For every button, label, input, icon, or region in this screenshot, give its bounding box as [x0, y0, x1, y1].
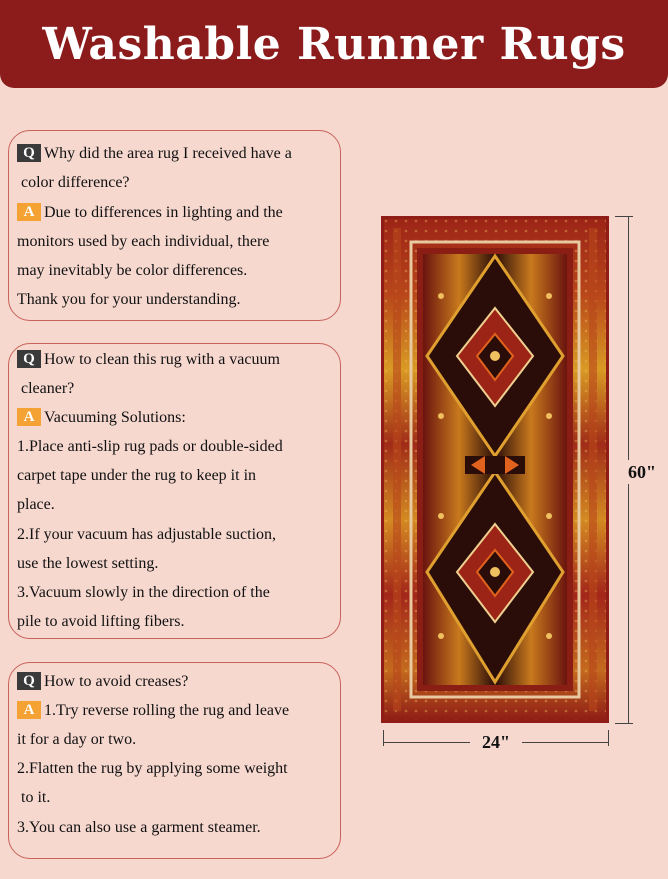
question-tag: Q: [17, 672, 41, 690]
answer-text: Due to differences in lighting and the: [44, 204, 283, 221]
width-dimension-cap-right: [608, 730, 609, 746]
question-tag: Q: [17, 350, 41, 368]
answer-line: pile to avoid lifting fibers.: [17, 613, 185, 630]
answer-line: 3.Vacuum slowly in the direction of the: [17, 584, 270, 601]
answer-line: use the lowest setting.: [17, 555, 159, 572]
height-label: 60": [622, 460, 662, 484]
answer-tag: A: [17, 701, 41, 719]
width-label: 24": [470, 730, 522, 754]
question-text: Why did the area rug I received have a: [44, 145, 292, 162]
question-line: [17, 672, 188, 692]
width-dimension-cap-left: [383, 730, 384, 746]
answer-line: [17, 701, 289, 721]
answer-line: [17, 408, 186, 428]
question-tag: Q: [17, 144, 41, 162]
height-dimension-cap-bottom: [615, 723, 633, 724]
answer-tag: A: [17, 203, 41, 221]
faq-card-creases: [8, 662, 341, 859]
height-dimension-cap-top: [615, 216, 633, 217]
question-line: [17, 144, 292, 164]
answer-line: 1.Place anti-slip rug pads or double-sided: [17, 438, 283, 455]
answer-line: to it.: [21, 789, 51, 806]
answer-text: Vacuuming Solutions:: [44, 409, 186, 426]
question-line: [17, 350, 280, 370]
answer-line: 3.You can also use a garment steamer.: [17, 819, 261, 836]
question-text: How to avoid creases?: [44, 673, 189, 690]
question-line: cleaner?: [21, 380, 75, 397]
answer-line: carpet tape under the rug to keep it in: [17, 467, 257, 484]
faq-card-vacuum: [8, 343, 341, 639]
question-text: How to clean this rug with a vacuum: [44, 351, 280, 368]
answer-line: Thank you for your understanding.: [17, 291, 241, 308]
answer-line: 2.If your vacuum has adjustable suction,: [17, 526, 277, 543]
answer-line: place.: [17, 496, 55, 513]
answer-text: 1.Try reverse rolling the rug and leave: [44, 702, 290, 719]
answer-line: it for a day or two.: [17, 731, 137, 748]
answer-line: [17, 203, 283, 223]
page-title: Washable Runner Rugs: [42, 18, 626, 70]
answer-line: may inevitably be color differences.: [17, 262, 248, 279]
runner-rug-image: [381, 216, 609, 723]
answer-line: monitors used by each individual, there: [17, 233, 270, 250]
answer-tag: A: [17, 408, 41, 426]
faq-card-color-difference: [8, 130, 341, 321]
question-line: color difference?: [21, 174, 130, 191]
answer-line: 2.Flatten the rug by applying some weight: [17, 760, 288, 777]
rug-pattern-graphic: [381, 216, 609, 723]
title-banner: [0, 0, 668, 88]
